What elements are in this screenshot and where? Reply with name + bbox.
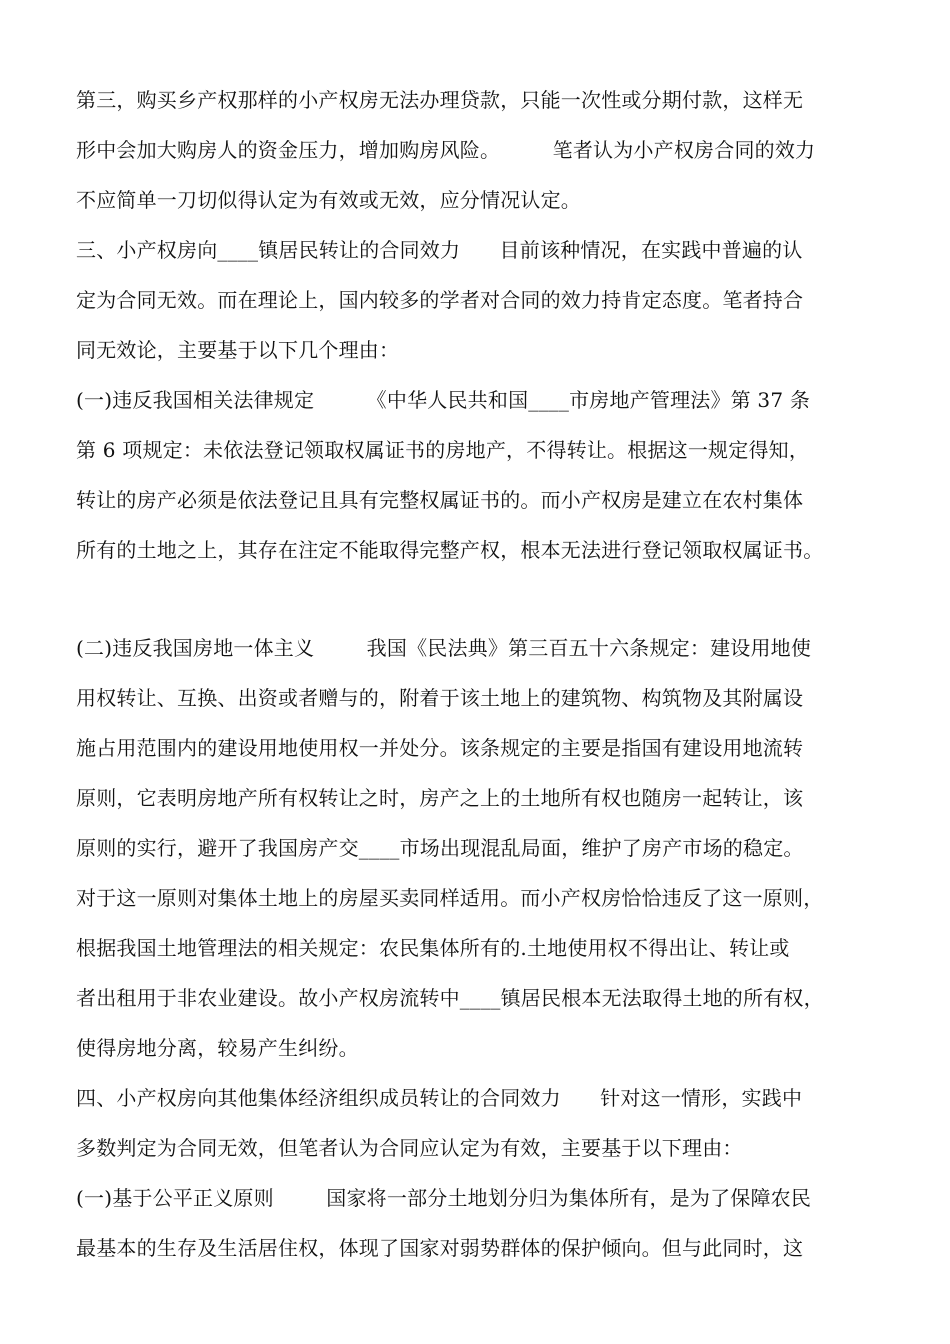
text-line: 根据我国土地管理法的相关规定：农民集体所有的.土地使用权不得出让、转让或 [76, 936, 790, 960]
text-line: 定为合同无效。而在理论上，国内较多的学者对合同的效力持肯定态度。笔者持合 [76, 288, 804, 312]
text-line: 施占用范围内的建设用地使用权一并处分。该条规定的主要是指国有建设用地流转 [76, 736, 804, 760]
text-line: 形中会加大购房人的资金压力，增加购房风险。 笔者认为小产权房合同的效力 [76, 138, 816, 162]
text-line: 四、小产权房向其他集体经济组织成员转让的合同效力 针对这一情形，实践中 [76, 1086, 803, 1110]
text-line: 者出租用于非农业建设。故小产权房流转中____镇居民根本无法取得土地的所有权， [76, 986, 824, 1010]
text-line: 用权转让、互换、出资或者赠与的，附着于该土地上的建筑物、构筑物及其附属设 [76, 686, 804, 710]
text-line: (一)基于公平正义原则 国家将一部分土地划分归为集体所有，是为了保障农民 [76, 1186, 812, 1210]
text-line: 多数判定为合同无效，但笔者认为合同应认定为有效，主要基于以下理由： [76, 1136, 743, 1160]
text-line: (二)违反我国房地一体主义 我国《民法典》第三百五十六条规定：建设用地使 [76, 636, 812, 660]
text-line: 第三，购买乡产权那样的小产权房无法办理贷款，只能一次性或分期付款，这样无 [76, 88, 804, 112]
text-line: 三、小产权房向____镇居民转让的合同效力 目前该种情况，在实践中普遍的认 [76, 238, 803, 262]
text-line: (一)违反我国相关法律规定 《中华人民共和国____市房地产管理法》第 37 条 [76, 388, 811, 412]
text-line: 转让的房产必须是依法登记且具有完整权属证书的。而小产权房是建立在农村集体 [76, 488, 804, 512]
text-line: 使得房地分离，较易产生纠纷。 [76, 1036, 359, 1060]
text-line: 所有的土地之上，其存在注定不能取得完整产权，根本无法进行登记领取权属证书。 [76, 538, 824, 562]
text-line: 最基本的生存及生活居住权，体现了国家对弱势群体的保护倾向。但与此同时，这 [76, 1236, 804, 1260]
text-line: 原则，它表明房地产所有权转让之时，房产之上的土地所有权也随房一起转让，该 [76, 786, 804, 810]
text-line: 第 6 项规定：未依法登记领取权属证书的房地产，不得转让。根据这一规定得知， [76, 438, 810, 462]
text-line: 原则的实行，避开了我国房产交____市场出现混乱局面，维护了房产市场的稳定。 [76, 836, 804, 860]
text-line: 不应简单一刀切似得认定为有效或无效，应分情况认定。 [76, 188, 581, 212]
text-line: 对于这一原则对集体土地上的房屋买卖同样适用。而小产权房恰恰违反了这一原则， [76, 886, 824, 910]
text-line: 同无效论，主要基于以下几个理由： [76, 338, 400, 362]
